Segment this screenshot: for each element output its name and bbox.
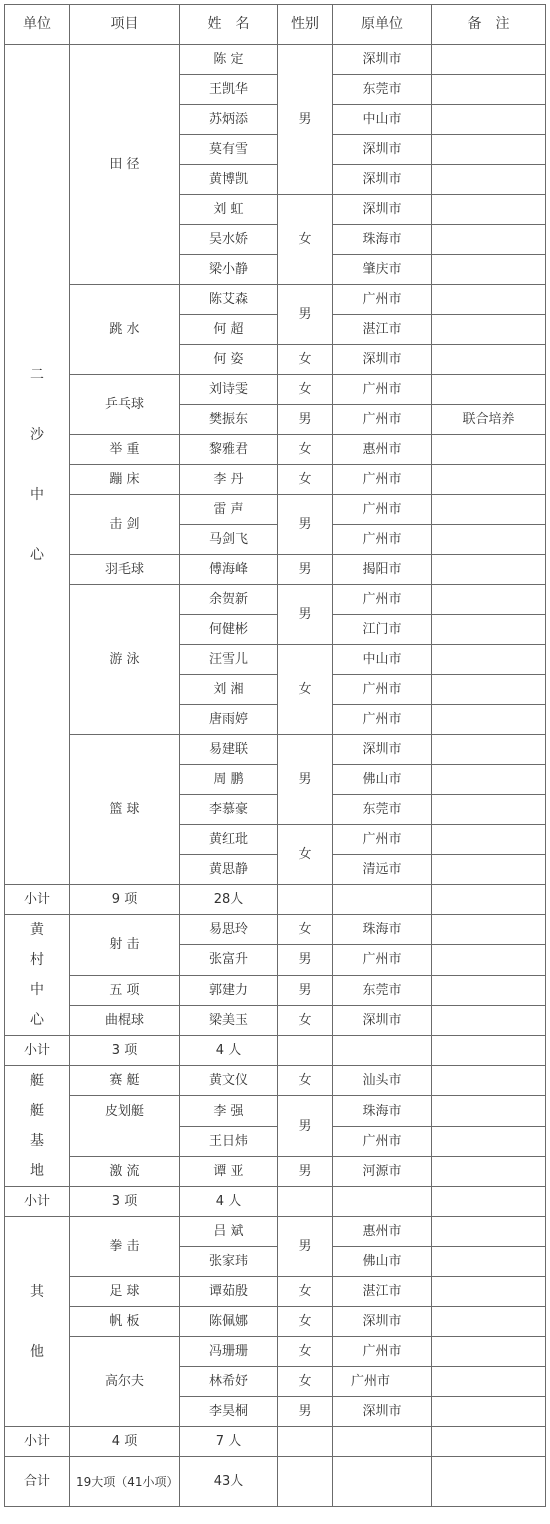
table-row	[5, 1005, 546, 1035]
header-name: 姓 名	[180, 5, 278, 45]
note-cell	[432, 675, 546, 705]
header-project: 项目	[70, 5, 180, 45]
unit-char: 沙	[30, 426, 44, 443]
gender-cell: 女	[278, 195, 333, 285]
table-row	[5, 285, 546, 315]
note-cell	[432, 825, 546, 855]
athlete-name: 易建联	[180, 735, 278, 765]
origin-cell: 珠海市	[333, 1096, 432, 1127]
table-row	[5, 1157, 546, 1187]
note-cell	[432, 945, 546, 975]
note-cell	[432, 915, 546, 945]
table-row	[5, 1307, 546, 1337]
athlete-name: 周 鹏	[180, 765, 278, 795]
empty-cell	[278, 885, 333, 915]
athlete-name: 陈 定	[180, 45, 278, 75]
origin-cell: 广州市	[333, 705, 432, 735]
subtotal-row	[5, 1036, 546, 1066]
athlete-name: 黄红玭	[180, 825, 278, 855]
table-row	[5, 375, 546, 405]
athlete-name: 李慕豪	[180, 795, 278, 825]
note-cell	[432, 1157, 546, 1187]
origin-cell: 深圳市	[333, 165, 432, 195]
athlete-name: 王日炜	[180, 1127, 278, 1157]
empty-cell	[432, 1457, 546, 1507]
note-cell	[432, 1307, 546, 1337]
note-cell	[432, 795, 546, 825]
table-row	[5, 465, 546, 495]
gender-cell: 女	[278, 1307, 333, 1337]
project-cell: 游 泳	[70, 585, 180, 735]
origin-cell: 深圳市	[333, 135, 432, 165]
unit-char: 基	[30, 1133, 44, 1149]
empty-cell	[333, 1427, 432, 1457]
table-row	[5, 435, 546, 465]
project-cell: 篮 球	[70, 735, 180, 885]
note-cell	[432, 585, 546, 615]
subtotal-label: 小计	[5, 1036, 70, 1066]
origin-cell: 佛山市	[333, 1247, 432, 1277]
athlete-name: 樊振东	[180, 405, 278, 435]
note-cell	[432, 525, 546, 555]
athlete-name: 刘诗雯	[180, 375, 278, 405]
table-row	[5, 555, 546, 585]
athlete-name: 吴水娇	[180, 225, 278, 255]
gender-cell: 男	[278, 585, 333, 645]
unit-tingting-cell	[5, 1066, 70, 1187]
origin-cell: 湛江市	[333, 1277, 432, 1307]
project-cell: 田 径	[70, 45, 180, 285]
athlete-name: 余贺新	[180, 585, 278, 615]
table-row	[5, 1096, 546, 1127]
note-cell	[432, 735, 546, 765]
note-cell	[432, 975, 546, 1005]
athlete-name: 马剑飞	[180, 525, 278, 555]
note-cell	[432, 555, 546, 585]
note-cell	[432, 705, 546, 735]
note-cell	[432, 1005, 546, 1035]
gender-cell: 男	[278, 1096, 333, 1157]
origin-cell: 东莞市	[333, 975, 432, 1005]
subtotal-label: 小计	[5, 1427, 70, 1457]
gender-cell: 女	[278, 1337, 333, 1367]
athlete-name: 黄思静	[180, 855, 278, 885]
athlete-name: 张家玮	[180, 1247, 278, 1277]
note-cell	[432, 615, 546, 645]
unit-char: 他	[30, 1343, 44, 1360]
athlete-name: 易思玲	[180, 915, 278, 945]
subtotal-people: 28人	[180, 885, 278, 915]
origin-cell: 广州市	[333, 1337, 432, 1367]
note-cell	[432, 765, 546, 795]
gender-cell: 女	[278, 1367, 333, 1397]
unit-char: 中	[30, 486, 44, 503]
athlete-name: 王凯华	[180, 75, 278, 105]
empty-cell	[278, 1457, 333, 1507]
athlete-name: 苏炳添	[180, 105, 278, 135]
note-cell	[432, 495, 546, 525]
note-cell	[432, 135, 546, 165]
note-cell	[432, 465, 546, 495]
note-cell	[432, 1277, 546, 1307]
note-cell	[432, 75, 546, 105]
note-cell	[432, 645, 546, 675]
athlete-name: 黎雅君	[180, 435, 278, 465]
gender-cell: 男	[278, 735, 333, 825]
empty-cell	[278, 1427, 333, 1457]
subtotal-row	[5, 885, 546, 915]
note-cell	[432, 855, 546, 885]
unit-char: 心	[30, 546, 44, 563]
origin-cell: 东莞市	[333, 75, 432, 105]
total-row	[5, 1457, 546, 1507]
header-unit: 单位	[5, 5, 70, 45]
gender-cell: 女	[278, 1277, 333, 1307]
unit-char: 黄	[30, 922, 44, 938]
gender-cell: 女	[278, 915, 333, 945]
note-cell	[432, 165, 546, 195]
gender-cell: 男	[278, 285, 333, 345]
athlete-name: 梁美玉	[180, 1005, 278, 1035]
origin-cell: 珠海市	[333, 225, 432, 255]
total-items: 19大项（41小项）	[70, 1457, 180, 1507]
athlete-name: 黄博凯	[180, 165, 278, 195]
gender-cell: 男	[278, 555, 333, 585]
subtotal-row	[5, 1427, 546, 1457]
project-cell: 拳 击	[70, 1217, 180, 1277]
note-cell	[432, 345, 546, 375]
origin-cell: 惠州市	[333, 435, 432, 465]
origin-cell: 中山市	[333, 105, 432, 135]
unit-ersha-cell	[5, 45, 70, 885]
header-note: 备 注	[432, 5, 546, 45]
table-row	[5, 915, 546, 945]
origin-cell: 揭阳市	[333, 555, 432, 585]
athlete-name: 李 丹	[180, 465, 278, 495]
athlete-name: 吕 斌	[180, 1217, 278, 1247]
origin-cell: 惠州市	[333, 1217, 432, 1247]
origin-cell: 深圳市	[333, 1397, 432, 1427]
project-cell: 帆 板	[70, 1307, 180, 1337]
project-cell: 击 剑	[70, 495, 180, 555]
note-cell	[432, 255, 546, 285]
athlete-name: 林希妤	[180, 1367, 278, 1397]
note-cell	[432, 315, 546, 345]
gender-cell: 男	[278, 45, 333, 195]
subtotal-label: 小计	[5, 1187, 70, 1217]
note-cell	[432, 225, 546, 255]
athlete-name: 雷 声	[180, 495, 278, 525]
empty-cell	[432, 1427, 546, 1457]
project-cell: 曲棍球	[70, 1005, 180, 1035]
project-cell: 蹦 床	[70, 465, 180, 495]
note-cell	[432, 1127, 546, 1157]
origin-cell: 河源市	[333, 1157, 432, 1187]
origin-cell: 广州市	[333, 1367, 432, 1397]
gender-cell: 女	[278, 1005, 333, 1035]
athlete-name: 谭 亚	[180, 1157, 278, 1187]
origin-cell: 广州市	[333, 405, 432, 435]
project-cell: 五 项	[70, 975, 180, 1005]
unit-char: 地	[30, 1163, 44, 1179]
origin-cell: 深圳市	[333, 1307, 432, 1337]
origin-cell: 广州市	[333, 1127, 432, 1157]
project-cell: 足 球	[70, 1277, 180, 1307]
note-cell	[432, 1066, 546, 1096]
origin-cell: 广州市	[333, 495, 432, 525]
origin-cell: 湛江市	[333, 315, 432, 345]
gender-cell: 男	[278, 975, 333, 1005]
unit-char: 二	[30, 366, 44, 383]
athlete-name: 何 超	[180, 315, 278, 345]
gender-cell: 男	[278, 1217, 333, 1277]
table-row	[5, 1066, 546, 1096]
origin-cell: 深圳市	[333, 1005, 432, 1035]
note-cell: 联合培养	[432, 405, 546, 435]
athlete-name: 刘 湘	[180, 675, 278, 705]
athlete-name: 冯珊珊	[180, 1337, 278, 1367]
gender-cell: 男	[278, 495, 333, 555]
table-row	[5, 735, 546, 765]
athlete-name: 陈艾森	[180, 285, 278, 315]
empty-cell	[333, 1187, 432, 1217]
origin-cell: 深圳市	[333, 345, 432, 375]
empty-cell	[278, 1036, 333, 1066]
project-cell: 羽毛球	[70, 555, 180, 585]
origin-cell: 深圳市	[333, 195, 432, 225]
table-row	[5, 1127, 546, 1157]
note-cell	[432, 375, 546, 405]
unit-char: 心	[30, 1012, 44, 1028]
athlete-name: 郭建力	[180, 975, 278, 1005]
unit-char: 艇	[30, 1103, 44, 1119]
athlete-name: 何 姿	[180, 345, 278, 375]
athlete-name: 张富升	[180, 945, 278, 975]
athlete-name: 陈佩娜	[180, 1307, 278, 1337]
origin-cell: 中山市	[333, 645, 432, 675]
origin-cell: 广州市	[333, 465, 432, 495]
note-cell	[432, 1367, 546, 1397]
subtotal-people: 7 人	[180, 1427, 278, 1457]
gender-cell: 女	[278, 645, 333, 735]
table-row	[5, 1337, 546, 1367]
origin-cell: 珠海市	[333, 915, 432, 945]
project-cell: 举 重	[70, 435, 180, 465]
note-cell	[432, 1337, 546, 1367]
note-cell	[432, 1217, 546, 1247]
origin-cell: 肇庆市	[333, 255, 432, 285]
origin-cell: 汕头市	[333, 1066, 432, 1096]
athlete-name: 黄文仪	[180, 1066, 278, 1096]
origin-cell: 广州市	[333, 525, 432, 555]
subtotal-items: 3 项	[70, 1187, 180, 1217]
project-cell: 乒乓球	[70, 375, 180, 435]
note-cell	[432, 1096, 546, 1127]
table-row	[5, 585, 546, 615]
athlete-name: 傅海峰	[180, 555, 278, 585]
subtotal-people: 4 人	[180, 1036, 278, 1066]
table-row	[5, 975, 546, 1005]
origin-cell: 广州市	[333, 825, 432, 855]
project-cell-empty	[70, 1127, 180, 1157]
empty-cell	[432, 885, 546, 915]
unit-char: 村	[30, 952, 44, 968]
total-label: 合计	[5, 1457, 70, 1507]
athlete-name: 李昊桐	[180, 1397, 278, 1427]
athlete-name: 汪雪儿	[180, 645, 278, 675]
subtotal-label: 小计	[5, 885, 70, 915]
origin-cell: 广州市	[333, 585, 432, 615]
empty-cell	[432, 1187, 546, 1217]
athlete-name: 刘 虹	[180, 195, 278, 225]
project-cell: 赛 艇	[70, 1066, 180, 1096]
origin-cell: 广州市	[333, 675, 432, 705]
unit-huangcun-cell	[5, 915, 70, 1036]
empty-cell	[278, 1187, 333, 1217]
origin-cell: 清远市	[333, 855, 432, 885]
note-cell	[432, 195, 546, 225]
subtotal-row	[5, 1187, 546, 1217]
unit-char: 其	[30, 1283, 44, 1300]
empty-cell	[432, 1036, 546, 1066]
note-cell	[432, 45, 546, 75]
unit-char: 中	[30, 982, 44, 998]
project-cell: 射 击	[70, 915, 180, 976]
origin-cell: 佛山市	[333, 765, 432, 795]
gender-cell: 女	[278, 435, 333, 465]
athlete-name: 何健彬	[180, 615, 278, 645]
empty-cell	[333, 1036, 432, 1066]
note-cell	[432, 435, 546, 465]
athlete-name: 唐雨婷	[180, 705, 278, 735]
origin-cell: 广州市	[333, 945, 432, 975]
gender-cell: 女	[278, 345, 333, 375]
roster-table	[4, 4, 546, 1507]
project-cell: 高尔夫	[70, 1337, 180, 1427]
note-cell	[432, 1397, 546, 1427]
project-cell: 激 流	[70, 1157, 180, 1187]
origin-cell: 广州市	[333, 285, 432, 315]
gender-cell: 女	[278, 825, 333, 885]
origin-cell: 深圳市	[333, 45, 432, 75]
subtotal-items: 4 项	[70, 1427, 180, 1457]
table-row	[5, 45, 546, 75]
note-cell	[432, 105, 546, 135]
subtotal-items: 9 项	[70, 885, 180, 915]
note-cell	[432, 285, 546, 315]
header-gender: 性别	[278, 5, 333, 45]
total-people: 43人	[180, 1457, 278, 1507]
empty-cell	[333, 885, 432, 915]
athlete-name: 李 强	[180, 1096, 278, 1127]
unit-other-cell	[5, 1217, 70, 1427]
note-cell	[432, 1247, 546, 1277]
athlete-name: 梁小静	[180, 255, 278, 285]
subtotal-people: 4 人	[180, 1187, 278, 1217]
subtotal-items: 3 项	[70, 1036, 180, 1066]
gender-cell: 女	[278, 465, 333, 495]
origin-cell: 广州市	[333, 375, 432, 405]
gender-cell: 男	[278, 1397, 333, 1427]
gender-cell: 女	[278, 1066, 333, 1096]
table-row	[5, 495, 546, 525]
unit-char: 艇	[30, 1073, 44, 1089]
gender-cell: 男	[278, 1157, 333, 1187]
athlete-name: 莫有雪	[180, 135, 278, 165]
origin-cell: 东莞市	[333, 795, 432, 825]
origin-cell: 深圳市	[333, 735, 432, 765]
table-row	[5, 1277, 546, 1307]
header-row	[5, 5, 546, 45]
project-cell: 皮划艇	[70, 1096, 180, 1127]
gender-cell: 男	[278, 405, 333, 435]
empty-cell	[333, 1457, 432, 1507]
gender-cell: 男	[278, 945, 333, 975]
table-row	[5, 1217, 546, 1247]
origin-cell: 江门市	[333, 615, 432, 645]
gender-cell: 女	[278, 375, 333, 405]
athlete-name: 谭茹殷	[180, 1277, 278, 1307]
project-cell: 跳 水	[70, 285, 180, 375]
header-origin: 原单位	[333, 5, 432, 45]
